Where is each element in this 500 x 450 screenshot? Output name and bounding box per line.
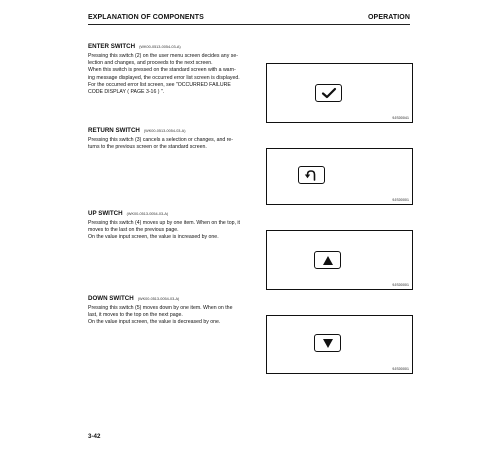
down-switch-key	[314, 334, 341, 352]
section-code: (WK00-0513-0054-03-A)	[137, 297, 180, 301]
down-triangle-icon	[322, 338, 334, 349]
figure-code: 9JS00041	[392, 116, 409, 120]
enter-switch-key	[315, 84, 342, 102]
check-icon	[321, 87, 337, 99]
chapter-title: EXPLANATION OF COMPONENTS	[88, 14, 204, 21]
section-code: (WK00-0513-0054-03-A)	[126, 212, 169, 216]
figure-code: 9JS00001	[392, 283, 409, 287]
section-description: Pressing this switch (4) moves up by one item. When on the top, it moves to the last on the previous page. On the value input screen, the value is increased by one.	[88, 220, 240, 241]
section-code: (WK00-0513-0054-03-A)	[143, 129, 186, 133]
enter-switch-section	[88, 43, 263, 96]
section-code: (WK00-0513-0054-03-A)	[139, 45, 181, 49]
section-title: UP SWITCH	[88, 210, 123, 217]
down-switch-section	[88, 295, 263, 327]
section-category: OPERATION	[368, 14, 410, 21]
return-switch-figure	[266, 148, 413, 205]
section-description: Pressing this switch (5) moves down by one item. When on the last, it moves to the top on the next page. On the value input screen, the value is decreased by one.	[88, 305, 233, 326]
section-heading	[88, 210, 263, 217]
section-description: Pressing this switch (2) on the user menu screen decides any se- lection and changes, and proceeds to the next screen. When this switch is pressed on the standard screen with a warn- ing message displayed, the occurred error list screen is displayed. For the occurred error list screen, see "OCCURRED FAILURE CODE DISPLAY ( PAGE 3-16 ) ".	[88, 53, 240, 96]
enter-switch-figure	[266, 63, 413, 123]
down-switch-figure	[266, 315, 413, 374]
section-title: DOWN SWITCH	[88, 295, 134, 302]
section-title: RETURN SWITCH	[88, 127, 140, 134]
figure-code: 9JS00001	[392, 367, 409, 371]
up-switch-section	[88, 210, 263, 242]
up-triangle-icon	[322, 255, 334, 266]
section-title: ENTER SWITCH	[88, 43, 136, 50]
figure-code: 9JS00001	[392, 198, 409, 202]
header-divider	[88, 24, 410, 25]
return-switch-section	[88, 127, 263, 151]
up-switch-key	[314, 251, 341, 269]
page-number: 3-42	[88, 433, 101, 440]
section-heading	[88, 43, 263, 50]
section-heading	[88, 127, 263, 134]
return-arrow-icon	[304, 169, 320, 181]
return-switch-key	[298, 166, 325, 184]
section-description: Pressing this switch (3) cancels a selection or changes, and re- turns to the previous screen or the standard screen.	[88, 137, 234, 151]
section-heading	[88, 295, 263, 302]
up-switch-figure	[266, 230, 413, 290]
